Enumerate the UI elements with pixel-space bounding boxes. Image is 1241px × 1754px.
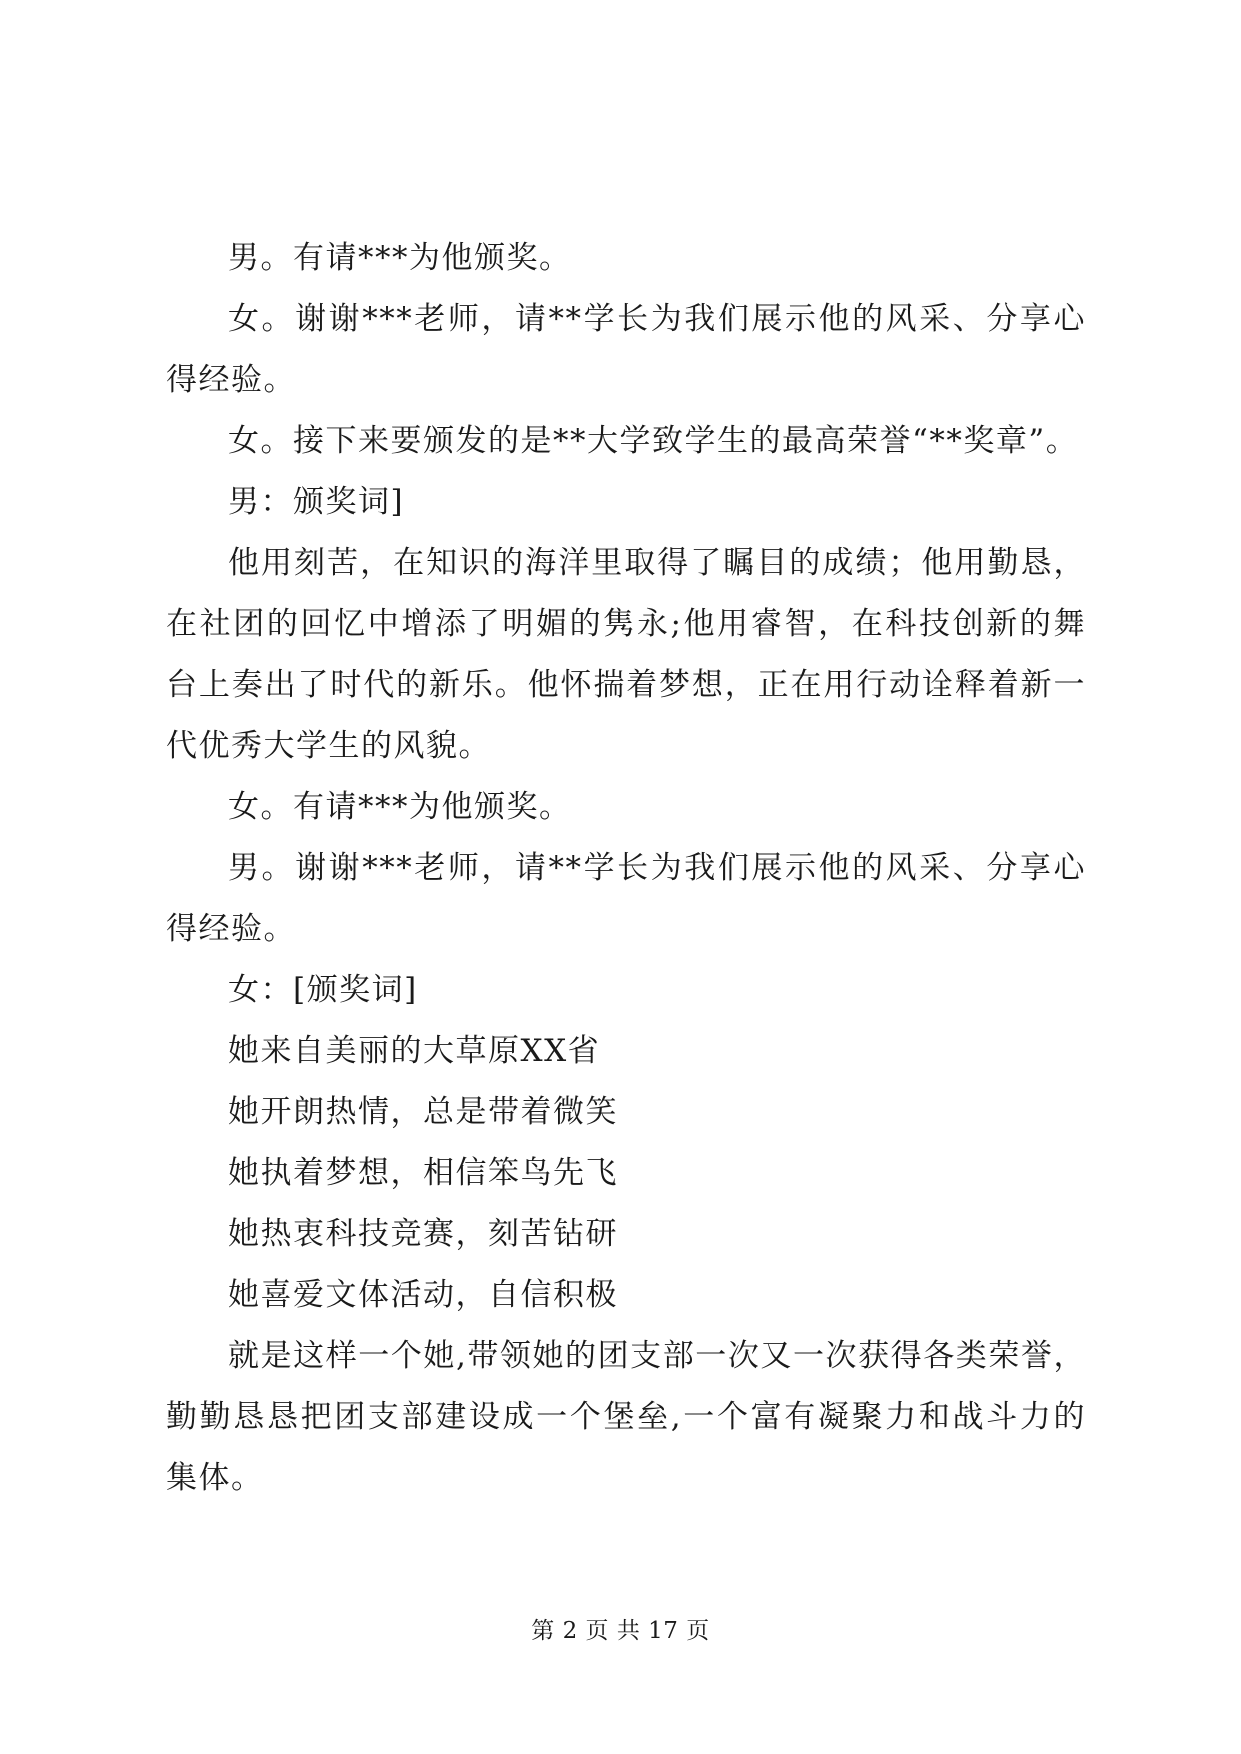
paragraph: 女。接下来要颁发的是**大学致学生的最高荣誉“**奖章”。 — [228, 423, 1079, 459]
page-number-footer: 第 2 页 共 17 页 — [531, 1618, 710, 1644]
paragraph: 男：颁奖词] — [228, 484, 405, 520]
paragraph: 女。谢谢***老师，请**学长为我们展示他的风采、分享心得经验。 — [166, 301, 1086, 398]
paragraph: 女。有请***为他颁奖。 — [228, 789, 572, 825]
paragraph: 就是这样一个她,带领她的团支部一次又一次获得各类荣誉，勤勤恳恳把团支部建设成一个堡垒,一个富有凝聚力和战斗力的集体。 — [166, 1338, 1086, 1496]
paragraph: 男。有请***为他颁奖。 — [228, 240, 572, 276]
paragraph: 他用刻苦，在知识的海洋里取得了瞩目的成绩；他用勤恳，在社团的回忆中增添了明媚的隽永;他用睿智，在科技创新的舞台上奏出了时代的新乐。他怀揣着梦想，正在用行动诠释着新一代优秀大学生的风貌。 — [166, 545, 1086, 764]
paragraph: 她执着梦想，相信笨鸟先飞 — [228, 1155, 618, 1191]
paragraph: 她开朗热情，总是带着微笑 — [228, 1094, 618, 1130]
paragraph: 她来自美丽的大草原XX省 — [228, 1033, 601, 1069]
paragraph: 她热衷科技竞赛，刻苦钻研 — [228, 1216, 618, 1252]
paragraph: 她喜爱文体活动，自信积极 — [228, 1277, 618, 1313]
paragraph: 女：[颁奖词] — [228, 972, 418, 1008]
paragraph: 男。谢谢***老师，请**学长为我们展示他的风采、分享心得经验。 — [166, 850, 1086, 947]
document-body — [166, 228, 1086, 1509]
